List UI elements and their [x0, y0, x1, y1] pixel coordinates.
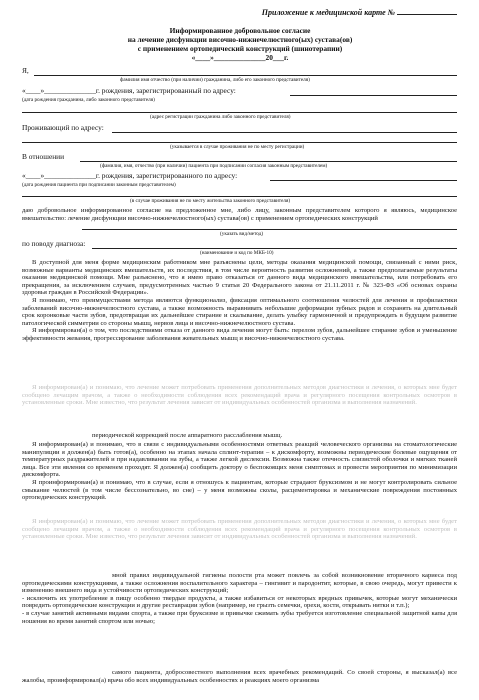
- method-caption: (указать вид/метод): [220, 231, 264, 237]
- document-title: [60, 26, 420, 62]
- reside-field-2[interactable]: [22, 142, 457, 143]
- correction-tail: периодической коррекцией после аппаратного расслабления мышц.: [92, 432, 283, 439]
- consent-paragraph: [22, 207, 457, 222]
- paragraph-patient: самого пациента, добросовестного выполнения всех врачебных рекомендаций. Со своей стороны, я высказал(а) все жалобы, проинформировал(а) врача обо всех индивидуальных особенностях и реакциях моего организма: [22, 669, 457, 684]
- paragraph-hygiene: мной правил индивидуальной гигиены полости рта может повлечь за собой возникновение вторичного кариеса под ортопедическими конструкциями, а также осложнения воспалительного характера – гингивит и пародонтит, которые, в свою очередь, могут привести к изменению внешнего вида и устойчивости ортопедических конструкций;: [22, 572, 457, 595]
- diagnosis-row: [22, 239, 457, 248]
- birth-row-2: [22, 171, 457, 180]
- body-block-4: [22, 669, 457, 684]
- name-row: [22, 66, 457, 75]
- faded-watermark-text: [22, 384, 457, 407]
- reside-label: Проживающий по адресу:: [22, 123, 104, 132]
- birth-caption-2: (дата рождения пациента при подписании законным представителем): [22, 182, 176, 188]
- body-block-3: [22, 572, 457, 625]
- faded-paragraph: Я информирован(а) и понимаю, что лечение может потребовать применения дополнительных методов диагностики и лечения, о которых мне будет сообщено лечащим врачом, а также о необходимости соблюдения всех рекомендаций врача и регулярного посещения контрольных осмотров в установленные сроки. Мне известно, что результат лечения зависит от индивидуальных особенностей организма и выполнения назначений.: [22, 384, 457, 407]
- body-block-1: [22, 259, 457, 343]
- title-date-line: «____»______________20___г.: [191, 53, 289, 62]
- paragraph-advantages: Я понимаю, что преимуществами метода являются функционализ, фиксация оптимального соотношения челюстей для лечения и профилактики заболеваний височно-нижнечелюстного сустава, а также возможность выравнивать небольшие деформации зубных рядов и сохранять на длительный срок коронковые части зубов, предотвращая их дальнейшее стирание и скалывание, делать улыбку гармоничной и предупреждать в будущем развитие патологической симметрии со стороны мышц, нервов лица и височно-нижнечелюстного сустава.: [22, 296, 457, 327]
- diagnosis-label: по поводу диагноза:: [22, 239, 86, 248]
- ya-label: Я,: [22, 66, 29, 75]
- faded-paragraph-2: Я информирован(а) и понимаю, что лечение может потребовать применения дополнительных методов диагностики и лечения, о которых мне будет сообщено лечащим врачом, а также о необходимости соблюдения всех рекомендаций врача и регулярного посещения контрольных осмотров в установленные сроки. Мне известно, что результат лечения зависит от индивидуальных особенностей организма и выполнения назначений.: [22, 518, 457, 541]
- appendix-number-line[interactable]: [397, 14, 457, 15]
- patient-name-field[interactable]: [80, 161, 457, 162]
- patient-reg-field[interactable]: [270, 180, 457, 181]
- birth-label: «____»______________г. рождения, зарегистрированный по адресу:: [22, 86, 236, 95]
- diagnosis-field[interactable]: [92, 248, 457, 249]
- birth-label-2: «____»______________г. рождения, зарегистрированного по адресу:: [22, 171, 238, 180]
- name-field[interactable]: [34, 75, 457, 76]
- consent-text: даю добровольное информированное согласие на предложенное мне, либо лицу, законным представителем которого я являюсь, медицинское вмешательство: лечение дисфункции височно-нижнечелюстного(ых) сустава(ов) с применением ортопедических конструкций: [22, 207, 457, 222]
- reg-address-field[interactable]: [290, 95, 457, 96]
- regarding-caption: (фамилия, имя, отчество (при наличии) пациента при подписании согласия законным представителем): [100, 163, 328, 169]
- regarding-label: В отношении: [22, 152, 65, 161]
- birth-row: [22, 86, 457, 95]
- title-line-3: с применением ортопедический конструкций (шинотерапии): [137, 44, 343, 53]
- title-line-1: Информированное добровольное согласие: [169, 26, 311, 35]
- paragraph-goals: В доступной для меня форме медицинским работником мне разъяснены цели, методы оказания медицинской помощи, связанный с ними риск, возможные варианты медицинских вмешательств, их последствия, в том числе вероятность развития осложнений, а также предполагаемые результаты оказания медицинской помощи. Мне разъяснено, что я имею право отказаться от данного вида медицинского вмешательства, или потребовать его прекращения, за исключением случаев, предусмотренных частью 9 статьи 20 Федерального закона от 21.11.2011 г. № 323-ФЗ «Об основах охраны здоровья граждан в Российской Федерации».: [22, 259, 457, 297]
- residence-caption-2: (в случае проживания не по месту жительства законного представителя): [130, 198, 291, 204]
- paragraph-refusal: Я информирован(а) о том, что последствиями отказа от данного вида лечения могут быть: перелом зубов, дальнейшее стирание зубов и уменьшение эффективности жевания, прогрессирование заболевания жевательных мышц и височно-нижнечелюстного сустава.: [22, 327, 457, 342]
- regarding-row: [22, 152, 457, 161]
- bullet-sport: - в случае занятий активными видами спорта, а также при бруксизме и привычке сжимать зубы требуется изготовление специальной защитной капы для ношения во время занятий спортом или ночью;: [22, 609, 457, 625]
- diagnosis-caption: (наименование и код по МКБ-10): [200, 250, 274, 256]
- reside-field-1[interactable]: [112, 132, 457, 133]
- title-line-2: на лечение дисфункции височно-нижнечелюстного(ых) сустава(ов): [127, 35, 353, 44]
- address-caption: (адрес регистрации гражданина либо законного представителя): [150, 114, 291, 120]
- method-field[interactable]: [82, 229, 457, 230]
- address-field[interactable]: [22, 112, 457, 113]
- bullet-food: - исключить их употребление в пищу особенно твердые продукты, а также избавиться от некоторых вредных привычек, которые могут механически повредить ортопедические конструкции и другие реставрации зубов (например, не грызть семечки, орехи, кости, открывать нитки и т.п.);: [22, 594, 457, 610]
- paragraph-bruxism: Я проинформирован(а) и понимаю, что в случае, если я отношусь к пациентам, которые страдают бруксизмом и не могут контролировать сильное смыкание челюстей (в том числе бессознательно, во сне) – у меня возможны сколы, расцементировка и механические повреждения постоянных ортопедических конструкций.: [22, 478, 457, 502]
- appendix-header: [262, 8, 457, 17]
- fio-caption: фамилия имя отчество (при наличии) гражданина, либо его законного представителя): [120, 77, 310, 83]
- faded-watermark-text-2: [22, 518, 457, 541]
- patient-address-field[interactable]: [22, 196, 457, 197]
- birth-caption: (дата рождения гражданина, либо законного представителя): [22, 97, 155, 103]
- appendix-label: Приложение к медицинской карте №: [261, 8, 395, 17]
- paragraph-discomfort: Я информирован(а) и понимаю, что в связи с индивидуальными особенностями ответных реакций человеческого организма на стоматологические манипуляции я должен(а) быть готов(а), особенно на этапах начала сплинт-терапии – к дискомфорту, возможны периодические болевые ощущения от температурных раздражителей и при надавливании на зубы, а также легкой дислексии. Возможна также отечность слизистой оболочки и мягких тканей лица. Все эти явления со временем проходят. Я должен(а) сообщить доктору о беспокоящих меня симптомах и провести мероприятия по минимизации дискомфорта.: [22, 441, 457, 479]
- reside-caption: (указывается в случае проживания не по месту регистрации): [170, 144, 305, 150]
- reside-row: [22, 123, 457, 132]
- body-block-2: [22, 441, 457, 502]
